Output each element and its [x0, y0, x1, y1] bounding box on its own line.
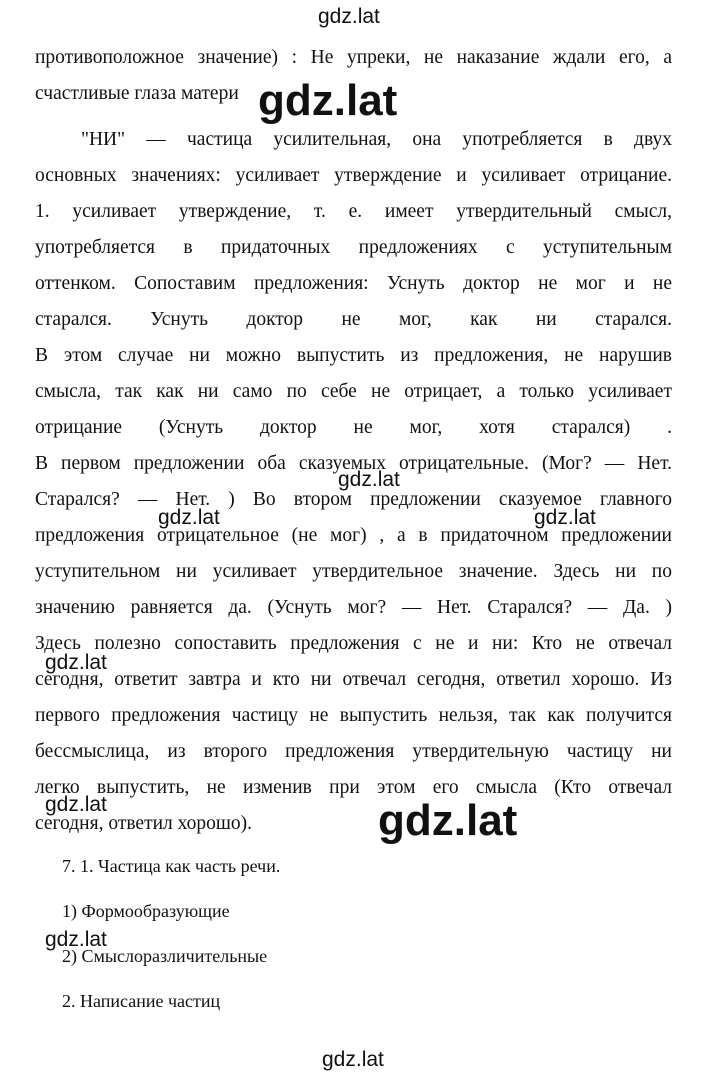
text-line: противоположное значение) : Не упреки, не наказание ждали его, а — [35, 47, 672, 68]
watermark: gdz.lat — [534, 506, 596, 529]
text-line: легко выпустить, не изменив при этом его смысла (Кто отвечал — [35, 777, 672, 798]
text-line: "НИ" — частица усилительная, она употребляется в двух — [81, 129, 672, 150]
watermark: gdz.lat — [318, 5, 380, 28]
outline-item: 1) Формообразующие — [62, 901, 230, 921]
watermark: gdz.lat — [322, 1048, 384, 1071]
text-line: Старался? — Нет. ) Во втором предложении сказуемое главного — [35, 489, 672, 510]
watermark: gdz.lat — [45, 651, 107, 674]
outline-item: 2. Написание частиц — [62, 991, 221, 1011]
document-page — [35, 40, 672, 842]
text-line: предложения отрицательное (не мог) , а в придаточном предложении — [35, 525, 672, 546]
outline-item: 7. 1. Частица как часть речи. — [62, 856, 281, 876]
watermark: gdz.lat — [338, 468, 400, 491]
watermark: gdz.lat — [158, 506, 220, 529]
text-line: В первом предложении оба сказуемых отрицательные. (Мог? — Нет. — [35, 453, 672, 474]
watermark: gdz.lat — [378, 796, 518, 845]
text-line: значению равняется да. (Уснуть мог? — Нет. Старался? — Да. ) — [35, 597, 672, 618]
text-line: бессмыслица, из второго предложения утвердительную частицу ни — [35, 741, 672, 762]
text-line: сегодня, ответит завтра и кто ни отвечал сегодня, ответил хорошо. Из — [35, 669, 672, 690]
watermark: gdz.lat — [45, 793, 107, 816]
watermark: gdz.lat — [258, 76, 398, 125]
text-line: 1. усиливает утверждение, т. е. имеет утвердительный смысл, — [35, 201, 672, 222]
text-line: В этом случае ни можно выпустить из предложения, не нарушив — [35, 345, 672, 366]
text-line: уступительном ни усиливает утвердительное значение. Здесь ни по — [35, 561, 672, 582]
text-line: отрицание (Уснуть доктор не мог, хотя старался) . — [35, 417, 672, 438]
text-line: старался. Уснуть доктор не мог, как ни старался. — [35, 309, 672, 330]
outline-item: 2) Смыслоразличительные — [62, 946, 268, 966]
text-line: смысла, так как ни само по себе не отрицает, а только усиливает — [35, 381, 672, 402]
text-line: основных значениях: усиливает утверждение и усиливает отрицание. — [35, 165, 672, 186]
text-line: употребляется в придаточных предложениях с уступительным — [35, 237, 672, 258]
text-line: сегодня, ответил хорошо). — [35, 813, 253, 834]
text-line: счастливые глаза матери — [35, 83, 239, 104]
text-line: оттенком. Сопоставим предложения: Уснуть доктор не мог и не — [35, 273, 672, 294]
text-line: первого предложения частицу не выпустить нельзя, так как получится — [35, 705, 672, 726]
watermark: gdz.lat — [45, 928, 107, 951]
text-line: Здесь полезно сопоставить предложения с не и ни: Кто не отвечал — [35, 633, 672, 654]
